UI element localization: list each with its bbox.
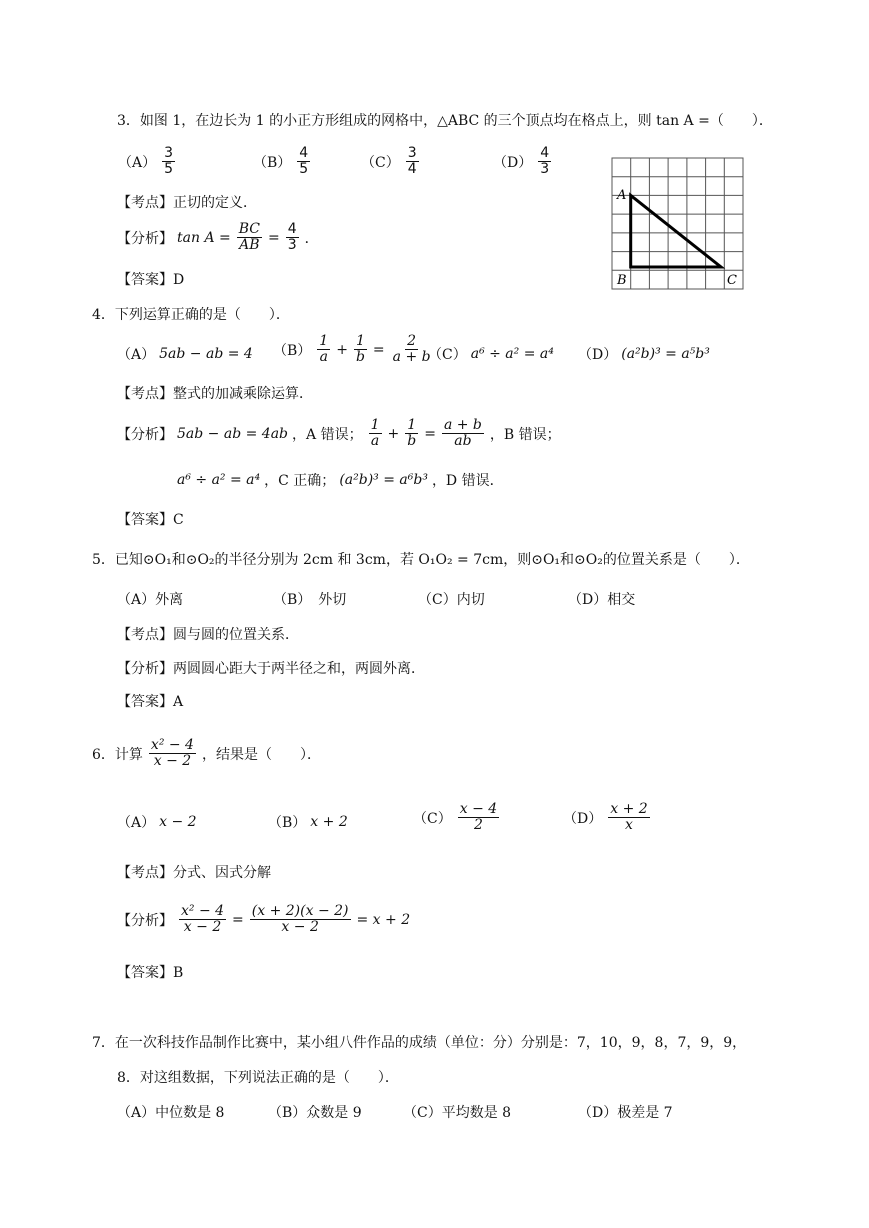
q5-fenxi — [117, 659, 425, 679]
equals-sign: = — [424, 425, 436, 442]
q6-option-a — [117, 812, 197, 832]
fraction: $\frac{x - 4}{2}$ — [459, 801, 498, 833]
daan-label: 【答案】 — [117, 272, 173, 288]
option-formula: 5ab − ab = 4 — [159, 346, 253, 362]
q7-option-d: （D）极差是 7 — [578, 1105, 673, 1121]
stem-text: ，结果是（ ）． — [201, 746, 321, 763]
daan-text: D — [173, 272, 185, 288]
fenxi-label: 【分析】 — [117, 426, 173, 443]
vertex-label-a: A — [617, 188, 627, 203]
formula: a⁶ ÷ a² = a⁴ — [177, 472, 261, 488]
fenxi-text: ，A 错误； — [292, 426, 363, 443]
q5-daan — [117, 692, 183, 712]
fraction: $\frac{(x + 2)(x - 2)}{x - 2}$ — [251, 903, 349, 935]
fenxi-text: ，D 错误． — [431, 473, 504, 489]
fraction: $\frac{1}{a}$ — [370, 417, 380, 449]
fraction: $\frac{3}{4}$ — [407, 145, 417, 177]
option-formula: x − 2 — [159, 814, 197, 830]
q4-option-d — [578, 344, 710, 364]
q6-stem — [92, 738, 321, 769]
q3-stem: 3．如图 1，在边长为 1 的小正方形组成的网格中，△ABC 的三个顶点均在格点上，则 tan A =（ ）． — [117, 113, 773, 129]
stem-text: 6．计算 — [92, 746, 143, 763]
q7-stem-line1: 7．在一次科技作品制作比赛中，某小组八件作品的成绩（单位：分）分别是：7，10，9，8，7，9，9， — [92, 1035, 747, 1051]
q7-option-c: （C）平均数是 8 — [403, 1105, 512, 1121]
fenxi-text: 两圆圆心距大于两半径之和，两圆外离． — [173, 661, 425, 677]
q6-daan — [117, 963, 183, 983]
daan-text: A — [173, 694, 184, 710]
fraction: $\frac{4}{3}$ — [287, 221, 297, 253]
q3-option-d — [493, 146, 553, 177]
option-tag: （B） — [273, 342, 312, 359]
fraction: $\frac{1}{a}$ — [319, 333, 329, 365]
kaodian-label: 【考点】 — [117, 195, 173, 211]
q6-kaodian — [117, 863, 271, 883]
daan-label: 【答案】 — [117, 512, 173, 528]
q5-option-d: （D）相交 — [568, 592, 636, 608]
option-formula: (a²b)³ = a⁵b³ — [621, 346, 710, 362]
fraction: $\frac{4}{3}$ — [540, 145, 550, 177]
option-tag: （D） — [493, 154, 533, 171]
kaodian-label: 【考点】 — [117, 386, 173, 402]
q3-option-c — [361, 146, 421, 177]
fraction: $\frac{\text{x² − 4}}{x - 2}$ — [150, 737, 194, 769]
plus-sign: + — [387, 425, 400, 442]
kaodian-text: 整式的加减乘除运算． — [173, 386, 313, 402]
q6-fenxi — [117, 904, 410, 935]
q5-option-b: （B） 外切 — [273, 592, 347, 608]
formula-result: = x + 2 — [356, 911, 411, 928]
q4-option-c — [428, 344, 554, 364]
q3-daan — [117, 270, 184, 290]
q4-option-b — [273, 334, 435, 365]
formula: 5ab − ab = 4ab — [177, 425, 289, 442]
option-tag: （C） — [361, 154, 400, 171]
q3-option-b — [253, 146, 312, 177]
fraction: $\frac{1}{b}$ — [355, 333, 365, 365]
vertex-label-b: B — [617, 273, 627, 288]
q4-kaodian — [117, 384, 313, 404]
fenxi-label: 【分析】 — [117, 661, 173, 677]
fenxi-text: ，B 错误； — [489, 426, 561, 443]
grid-triangle-figure — [611, 157, 744, 290]
option-tag: （C） — [413, 810, 452, 827]
q5-kaodian — [117, 625, 299, 645]
daan-label: 【答案】 — [117, 965, 173, 981]
fraction: $\frac{x + 2}{x}$ — [610, 801, 648, 833]
fenxi-text: ，C 正确； — [264, 473, 336, 489]
q5-option-c: （C）内切 — [418, 592, 485, 608]
fraction: $\frac{a + b}{ab}$ — [443, 417, 482, 449]
option-tag: （A） — [117, 347, 156, 363]
q6-option-b — [268, 812, 348, 832]
fenxi-label: 【分析】 — [117, 912, 173, 929]
option-formula: a⁶ ÷ a² = a⁴ — [470, 346, 554, 362]
option-tag: （C） — [428, 347, 467, 363]
kaodian-text: 正切的定义． — [173, 195, 257, 211]
option-tag: （D） — [578, 347, 618, 363]
fenxi-label: 【分析】 — [117, 230, 173, 247]
q5-option-a: （A）外离 — [117, 592, 184, 608]
daan-text: C — [173, 512, 184, 528]
option-tag: （D） — [563, 810, 603, 827]
q4-fenxi-line1 — [117, 418, 561, 449]
q7-option-a: （A）中位数是 8 — [117, 1105, 225, 1121]
kaodian-text: 分式、因式分解 — [173, 865, 271, 881]
q3-fenxi — [117, 222, 319, 253]
period: ． — [304, 230, 319, 247]
q5-stem: 5．已知⊙O₁和⊙O₂的半径分别为 2cm 和 3cm，若 O₁O₂ = 7cm，则⊙O₁和⊙O₂的位置关系是（ ）． — [92, 552, 750, 568]
q7-option-b: （B）众数是 9 — [268, 1105, 362, 1121]
kaodian-label: 【考点】 — [117, 627, 173, 643]
daan-text: B — [173, 965, 184, 981]
equals-sign: = — [372, 341, 385, 358]
q4-daan — [117, 510, 184, 530]
q6-option-d — [563, 802, 652, 833]
option-tag: （B） — [268, 815, 307, 831]
option-tag: （B） — [253, 154, 292, 171]
kaodian-text: 圆与圆的位置关系． — [173, 627, 299, 643]
formula: (a²b)³ = a⁶b³ — [339, 472, 428, 488]
equals-sign: = — [232, 911, 244, 928]
q6-option-c — [413, 802, 501, 833]
daan-label: 【答案】 — [117, 694, 173, 710]
q4-option-a — [117, 344, 253, 364]
triangle-abc — [631, 195, 721, 267]
fraction: $\frac{BC}{AB}$ — [238, 221, 260, 253]
q3-option-a — [118, 146, 177, 177]
plus-sign: + — [336, 341, 348, 358]
fraction: $\frac{1}{b}$ — [407, 417, 417, 449]
vertex-label-c: C — [727, 273, 737, 288]
formula-lhs: tan A = — [177, 229, 231, 246]
option-tag: （A） — [117, 815, 156, 831]
fraction: $\frac{2}{a + b}$ — [392, 333, 431, 365]
q4-stem: 4．下列运算正确的是（ ）． — [92, 307, 290, 323]
fraction: $\frac{3}{5}$ — [164, 145, 174, 177]
q4-fenxi-line2 — [177, 470, 504, 490]
option-formula: x + 2 — [310, 814, 348, 830]
fraction: $\frac{\text{x² − 4}}{x - 2}$ — [181, 903, 225, 935]
q3-kaodian — [117, 193, 257, 213]
kaodian-label: 【考点】 — [117, 865, 173, 881]
option-tag: （A） — [118, 154, 157, 171]
equals-sign: = — [268, 229, 280, 246]
q7-stem-line2: 8．对这组数据，下列说法正确的是（ ）． — [117, 1070, 399, 1086]
fraction: $\frac{4}{5}$ — [299, 145, 309, 177]
